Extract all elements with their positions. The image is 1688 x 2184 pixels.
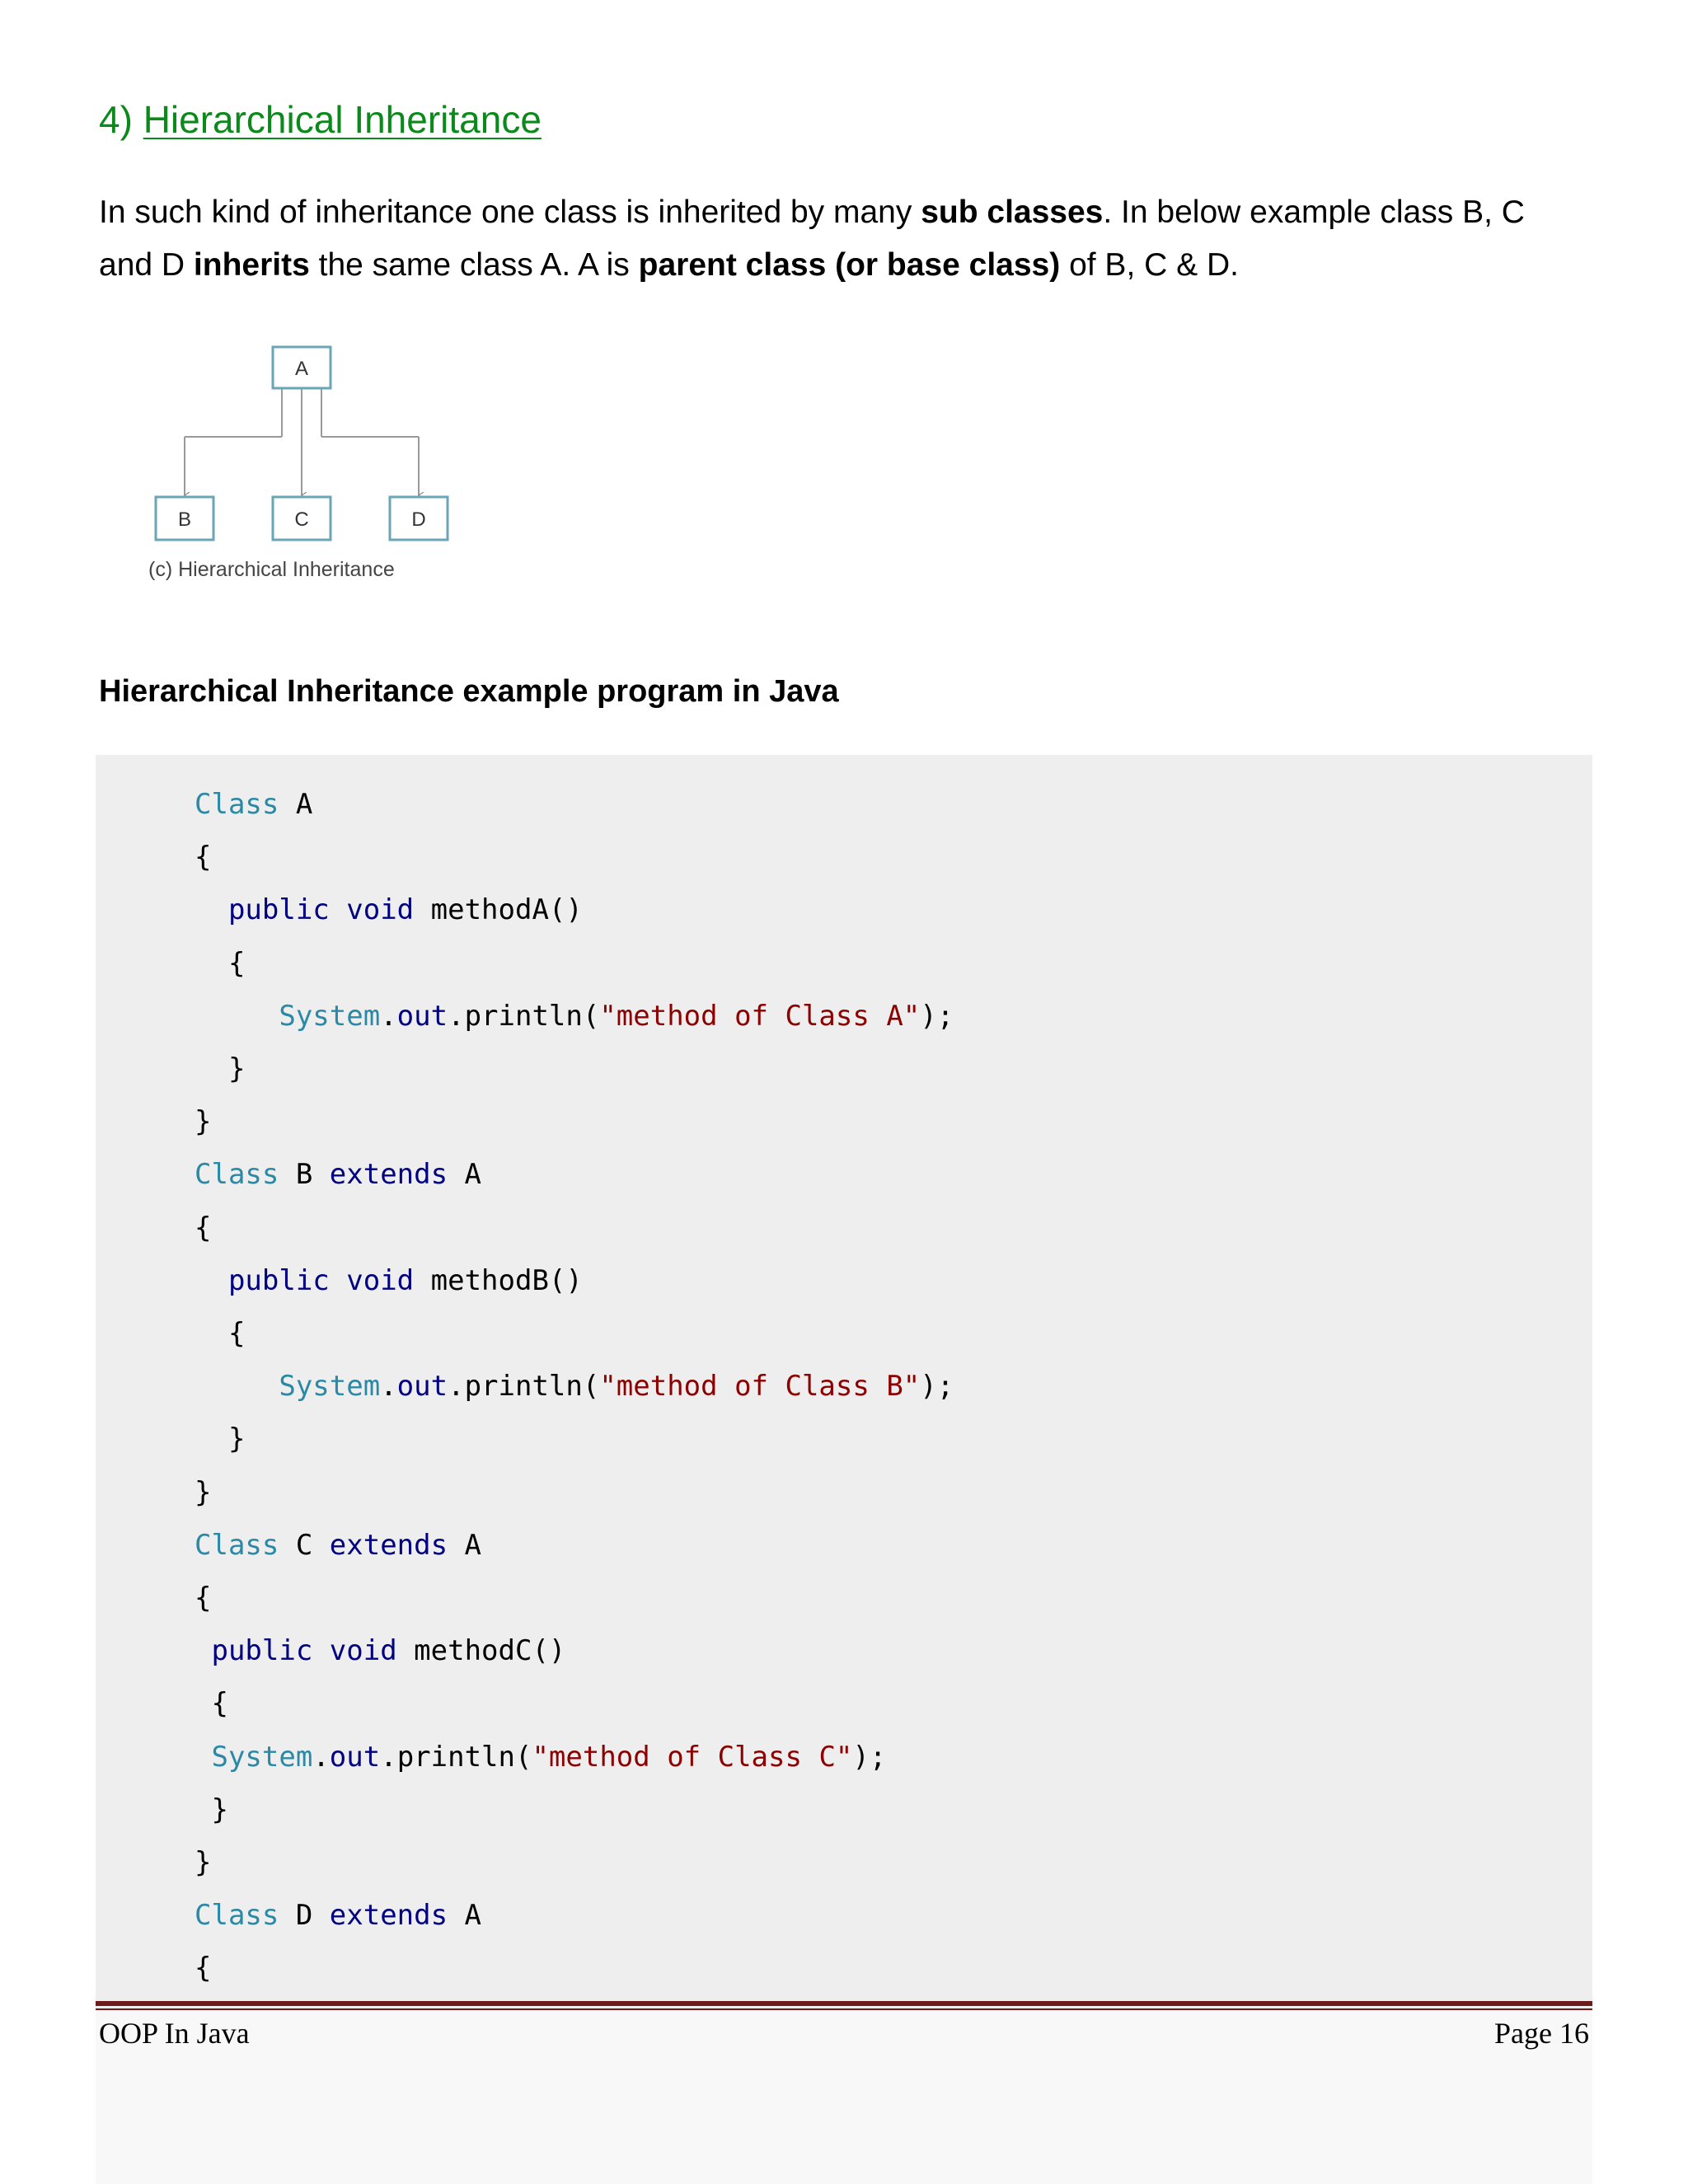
code-token: { — [227, 1317, 246, 1350]
node-c — [273, 497, 331, 540]
code-line — [195, 1105, 211, 1138]
node-b — [156, 497, 213, 540]
example-subheading: Hierarchical Inheritance example program in Java — [99, 674, 839, 709]
code-token: } — [211, 1793, 228, 1826]
code-line — [195, 1052, 245, 1085]
code-token: C — [279, 1528, 330, 1562]
code-token: } — [195, 1846, 212, 1879]
code-token: extends — [329, 1158, 448, 1192]
code-indent — [195, 947, 228, 980]
para-bold-3: parent class (or base class) — [638, 247, 1061, 283]
code-line — [195, 893, 583, 926]
code-token: .println( — [380, 1740, 532, 1774]
code-token: Class — [195, 1158, 279, 1192]
code-token: out — [329, 1740, 381, 1774]
code-token: D — [279, 1899, 330, 1933]
page-number: Page 16 — [1494, 2017, 1589, 2050]
section-heading — [99, 97, 542, 142]
node-b-label: B — [177, 509, 192, 531]
code-token: B — [279, 1158, 330, 1192]
code-token: { — [211, 1687, 228, 1721]
code-line — [195, 1793, 228, 1826]
code-token: System — [211, 1740, 313, 1774]
code-token: .println( — [448, 1370, 600, 1404]
node-c-label: C — [294, 509, 309, 531]
code-token — [330, 893, 346, 926]
code-line — [195, 1317, 245, 1350]
code-token: public — [227, 1263, 330, 1297]
code-token: public — [211, 1634, 313, 1668]
code-token: { — [227, 946, 246, 980]
code-token: . — [380, 1370, 397, 1404]
code-line — [195, 1000, 954, 1033]
code-indent — [195, 893, 228, 926]
code-token: void — [346, 1263, 415, 1297]
code-indent — [195, 1634, 211, 1667]
code-token: "method of Class B" — [599, 1370, 921, 1404]
code-token: { — [195, 841, 212, 874]
code-indent — [195, 1422, 228, 1455]
para-text-1: In such kind of inheritance one class is inherited by many — [99, 194, 921, 230]
code-token: ); — [852, 1740, 887, 1774]
code-token: ); — [920, 999, 954, 1033]
code-token: extends — [329, 1528, 448, 1562]
code-indent — [195, 1052, 228, 1085]
section-number: 4) — [99, 98, 133, 141]
diagram-connectors — [185, 389, 419, 495]
para-text-4: of B, C & D. — [1060, 247, 1239, 283]
code-token: .println( — [448, 999, 600, 1033]
code-token: System — [279, 1370, 381, 1404]
code-line — [195, 841, 211, 874]
code-token: extends — [329, 1899, 448, 1933]
hierarchy-diagram — [132, 334, 478, 606]
node-d-label: D — [411, 509, 426, 531]
code-line — [195, 1158, 481, 1191]
code-token: "method of Class C" — [532, 1740, 853, 1774]
code-token: } — [227, 1422, 246, 1456]
code-indent — [195, 1687, 211, 1720]
code-token: public — [227, 893, 330, 927]
code-line — [195, 1370, 954, 1403]
code-indent — [195, 1793, 211, 1826]
code-indent — [195, 1317, 228, 1350]
code-line — [195, 1899, 481, 1932]
code-token: out — [396, 1370, 448, 1404]
code-token: Class — [195, 1899, 279, 1933]
code-token: void — [329, 1634, 397, 1668]
code-token: methodA() — [414, 893, 583, 927]
code-token: A — [279, 788, 313, 821]
code-token: } — [227, 1052, 246, 1085]
code-token: . — [380, 999, 397, 1033]
code-token: { — [195, 1582, 212, 1615]
code-line — [195, 1264, 583, 1297]
section-title: Hierarchical Inheritance — [143, 98, 542, 141]
code-line — [195, 1634, 565, 1667]
para-text-3: the same class A. A is — [309, 247, 639, 283]
node-a — [273, 347, 331, 388]
code-token: Class — [195, 788, 279, 821]
code-token: { — [195, 1952, 212, 1985]
code-line — [195, 1741, 886, 1774]
footer-rule-thick — [96, 2001, 1592, 2006]
para-bold-2: inherits — [193, 247, 310, 283]
code-line — [195, 1529, 481, 1562]
code-block — [96, 755, 1592, 2184]
code-token: methodC() — [396, 1634, 566, 1668]
intro-paragraph — [99, 186, 1582, 292]
para-text-2: . In below example class B, C and D — [99, 194, 1525, 283]
code-token: void — [346, 893, 415, 927]
code-indent — [195, 1370, 279, 1403]
code-token: System — [279, 999, 381, 1033]
code-indent — [195, 1741, 211, 1774]
code-token: Class — [195, 1528, 279, 1562]
code-token: A — [448, 1158, 482, 1192]
code-token: . — [312, 1740, 330, 1774]
code-indent — [195, 1000, 279, 1033]
code-line — [195, 1687, 228, 1720]
code-token — [330, 1264, 346, 1297]
code-token: ); — [920, 1370, 954, 1404]
code-token: A — [448, 1528, 482, 1562]
code-token: out — [396, 999, 448, 1033]
code-line — [195, 1422, 245, 1455]
footer-rule-thin — [96, 2008, 1592, 2010]
code-block-continuation — [96, 2011, 1592, 2184]
code-token: } — [195, 1475, 212, 1509]
para-bold-1: sub classes — [921, 194, 1104, 230]
footer-title: OOP In Java — [99, 2017, 250, 2050]
code-token: { — [195, 1211, 212, 1244]
code-line — [195, 1952, 211, 1985]
code-line — [195, 1582, 211, 1615]
code-line — [195, 788, 312, 821]
node-d — [390, 497, 448, 540]
code-token: } — [195, 1105, 212, 1139]
code-line — [195, 1846, 211, 1879]
node-a-label: A — [294, 358, 309, 380]
diagram-caption: (c) Hierarchical Inheritance — [148, 558, 395, 581]
code-line — [195, 1212, 211, 1244]
code-token — [312, 1634, 329, 1667]
code-token: "method of Class A" — [599, 999, 921, 1033]
code-indent — [195, 1264, 228, 1297]
code-token: A — [448, 1899, 482, 1933]
code-token: methodB() — [414, 1263, 583, 1297]
code-line — [195, 1476, 211, 1509]
code-line — [195, 947, 245, 980]
